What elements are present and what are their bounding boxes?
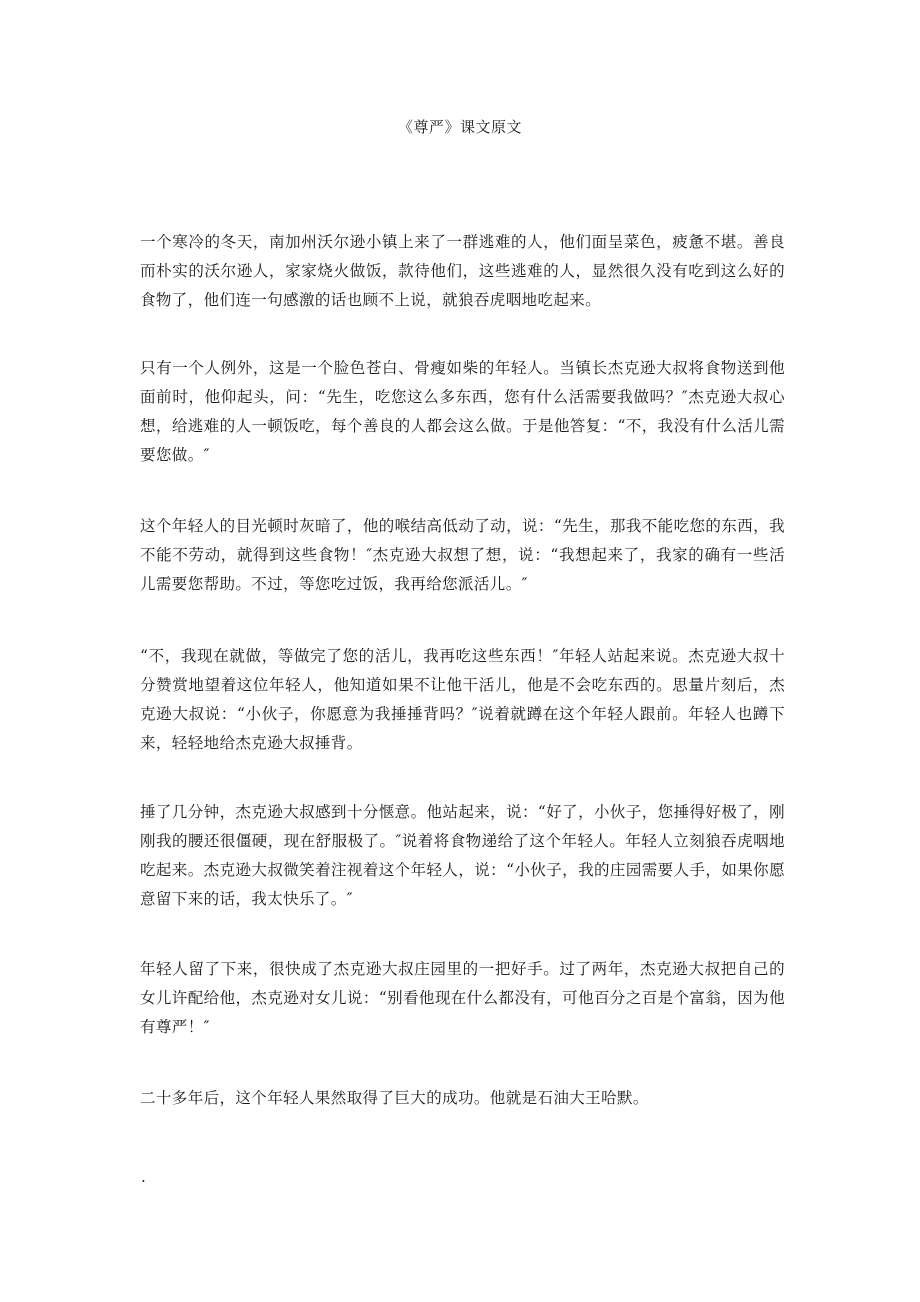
paragraph-6: 年轻人留了下来，很快成了杰克逊大叔庄园里的一把好手。过了两年，杰克逊大叔把自己的女儿许配给他，杰克逊对女儿说：“别看他现在什么都没有，可他百分之百是个富翁，因为他有尊严！″ bbox=[140, 960, 785, 1036]
paragraph-3: 这个年轻人的目光顿时灰暗了，他的喉结高低动了动，说：“先生，那我不能吃您的东西，我不能不劳动，就得到这些食物！″杰克逊大叔想了想，说：“我想起来了，我家的确有一些活儿需要您帮助。不过，等您吃过饭，我再给您派活儿。″ bbox=[140, 517, 785, 593]
paragraph-7: 二十多年后，这个年轻人果然取得了巨大的成功。他就是石油大王哈默。 bbox=[140, 1089, 649, 1107]
end-mark: . bbox=[141, 1168, 146, 1186]
paragraph-5: 捶了几分钟，杰克逊大叔感到十分惬意。他站起来，说：“好了，小伙子，您捶得好极了，刚刚我的腰还很僵硬，现在舒服极了。″说着将食物递给了这个年轻人。年轻人立刻狼吞虎咽地吃起来。杰克逊大叔微笑着注视着这个年轻人，说：“小伙子，我的庄园需要人手，如果你愿意留下来的话，我太快乐了。″ bbox=[140, 803, 785, 908]
paragraph-2: 只有一个人例外，这是一个脸色苍白、骨瘦如柴的年轻人。当镇长杰克逊大叔将食物送到他面前时，他仰起头，问：“先生，吃您这么多东西，您有什么活需要我做吗？″杰克逊大叔心想，给逃难的人一顿饭吃，每个善良的人都会这么做。于是他答复：“不，我没有什么活儿需要您做。″ bbox=[140, 359, 785, 464]
document-title: 《尊严》课文原文 bbox=[397, 118, 522, 136]
paragraph-1: 一个寒冷的冬天，南加州沃尔逊小镇上来了一群逃难的人，他们面呈菜色，疲惫不堪。善良而朴实的沃尔逊人，家家烧火做饭，款待他们，这些逃难的人，显然很久没有吃到这么好的食物了，他们连一句感激的话也顾不上说，就狼吞虎咽地吃起来。 bbox=[140, 233, 785, 309]
paragraph-4: “不，我现在就做，等做完了您的活儿，我再吃这些东西！″年轻人站起来说。杰克逊大叔十分赞赏地望着这位年轻人，他知道如果不让他干活儿，他是不会吃东西的。思量片刻后，杰克逊大叔说：“小伙子，你愿意为我捶捶背吗？″说着就蹲在这个年轻人跟前。年轻人也蹲下来，轻轻地给杰克逊大叔捶背。 bbox=[140, 647, 785, 752]
